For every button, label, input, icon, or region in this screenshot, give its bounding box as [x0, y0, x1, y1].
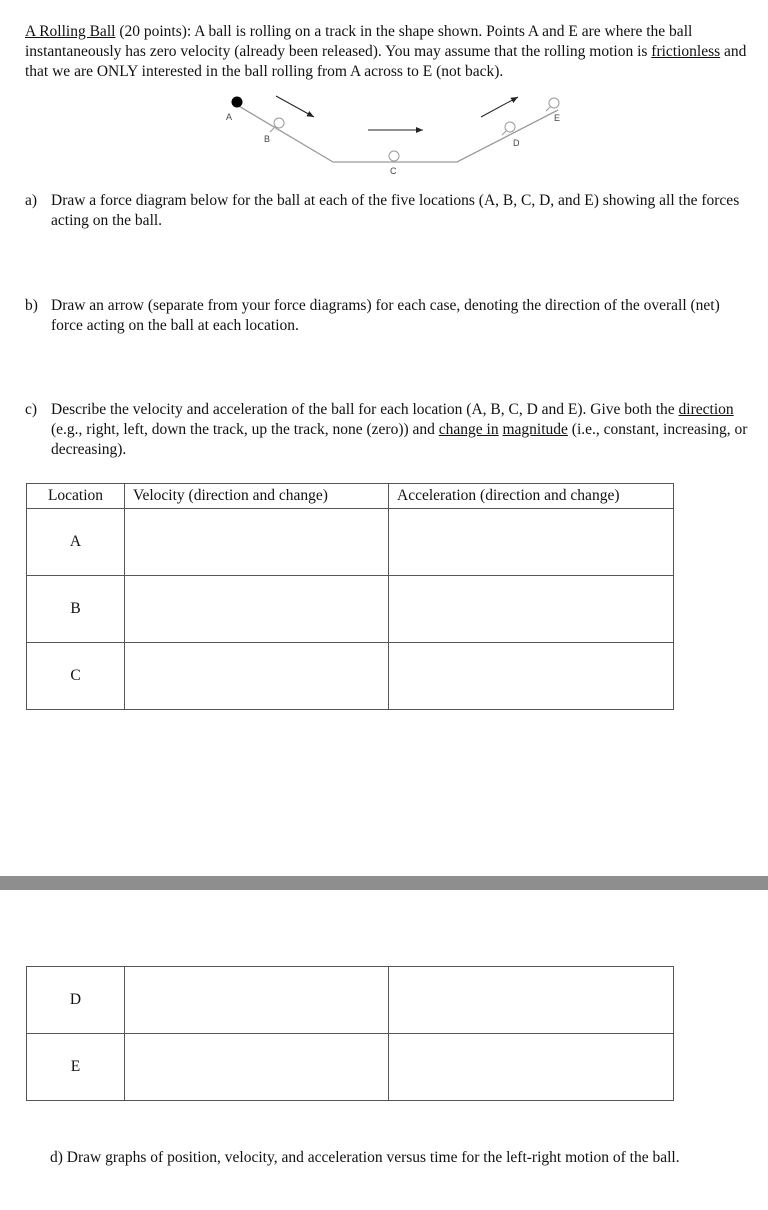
frictionless-term: frictionless [651, 43, 721, 60]
question-c-text [51, 400, 749, 460]
label-c: C [390, 166, 397, 176]
question-c-text-2: (e.g., right, left, down the track, up the track, none (zero)) and [51, 421, 439, 438]
table-row [27, 643, 674, 710]
ball-b [274, 118, 284, 128]
question-d [50, 1148, 740, 1168]
change-in-term: change in [438, 421, 499, 438]
label-b: B [264, 134, 271, 144]
magnitude-term: magnitude [502, 421, 568, 438]
ball-a [232, 97, 243, 108]
question-c-text-3: (i.e., constant, increasing, or decreasing). [51, 421, 748, 458]
question-d-label: d) [50, 1149, 63, 1166]
question-a [25, 191, 749, 231]
ball-b-tick [270, 128, 274, 132]
table-row [27, 1034, 674, 1101]
motion-table-part-1 [26, 483, 674, 710]
location-cell: B [27, 576, 125, 643]
velocity-answer-cell[interactable] [125, 643, 389, 710]
ball-c [389, 151, 399, 161]
motion-table-part-2 [26, 966, 674, 1101]
intro-text-2: and that we are ONLY interested in the ball rolling from A across to E (not back). [25, 43, 747, 80]
arrow-up-slope [481, 97, 518, 117]
intro-paragraph [25, 22, 749, 82]
intro-text-1: A ball is rolling on a track in the shape shown. Points A and E are where the ball instantaneously has zero velocity (already been released). You may assume that the rolling motion is [25, 23, 693, 60]
problem-points: (20 points): [119, 23, 192, 40]
header-acceleration: Acceleration (direction and change) [389, 484, 674, 509]
page-break-divider [0, 876, 768, 890]
question-a-text: Draw a force diagram below for the ball at each of the five locations (A, B, C, D, and E) showing all the forces acting on the ball. [51, 192, 740, 229]
direction-term: direction [678, 401, 734, 418]
label-d: D [513, 138, 520, 148]
ball-d-tick [502, 131, 506, 135]
acceleration-answer-cell[interactable] [389, 576, 674, 643]
ball-e [549, 98, 559, 108]
question-d-text: Draw graphs of position, velocity, and acceleration versus time for the left-right motion of the ball. [66, 1149, 680, 1166]
ball-d [505, 122, 515, 132]
header-velocity: Velocity (direction and change) [125, 484, 389, 509]
location-cell: E [27, 1034, 125, 1101]
velocity-answer-cell[interactable] [125, 967, 389, 1034]
table-row [27, 509, 674, 576]
location-cell: D [27, 967, 125, 1034]
location-cell: A [27, 509, 125, 576]
label-a: A [226, 112, 233, 122]
question-c [25, 400, 749, 460]
label-e: E [554, 113, 561, 123]
table-header-row [27, 484, 674, 509]
question-a-label: a) [25, 192, 38, 209]
track-diagram [200, 90, 580, 180]
problem-title: A Rolling Ball [25, 23, 116, 40]
table-row [27, 967, 674, 1034]
question-b-text: Draw an arrow (separate from your force diagrams) for each case, denoting the direction of the overall (net) force acting on the ball at each location. [51, 297, 720, 334]
acceleration-answer-cell[interactable] [389, 643, 674, 710]
question-c-label: c) [25, 401, 38, 418]
ball-e-tick [546, 107, 550, 111]
table-row [27, 576, 674, 643]
velocity-answer-cell[interactable] [125, 576, 389, 643]
acceleration-answer-cell[interactable] [389, 1034, 674, 1101]
velocity-answer-cell[interactable] [125, 1034, 389, 1101]
question-b [25, 296, 749, 336]
velocity-answer-cell[interactable] [125, 509, 389, 576]
acceleration-answer-cell[interactable] [389, 509, 674, 576]
arrow-down-slope [276, 96, 314, 117]
location-cell: C [27, 643, 125, 710]
header-location: Location [27, 484, 125, 509]
question-c-text-1: Describe the velocity and acceleration of the ball for each location (A, B, C, D and E). Give both the [51, 401, 679, 418]
question-b-label: b) [25, 297, 38, 314]
acceleration-answer-cell[interactable] [389, 967, 674, 1034]
